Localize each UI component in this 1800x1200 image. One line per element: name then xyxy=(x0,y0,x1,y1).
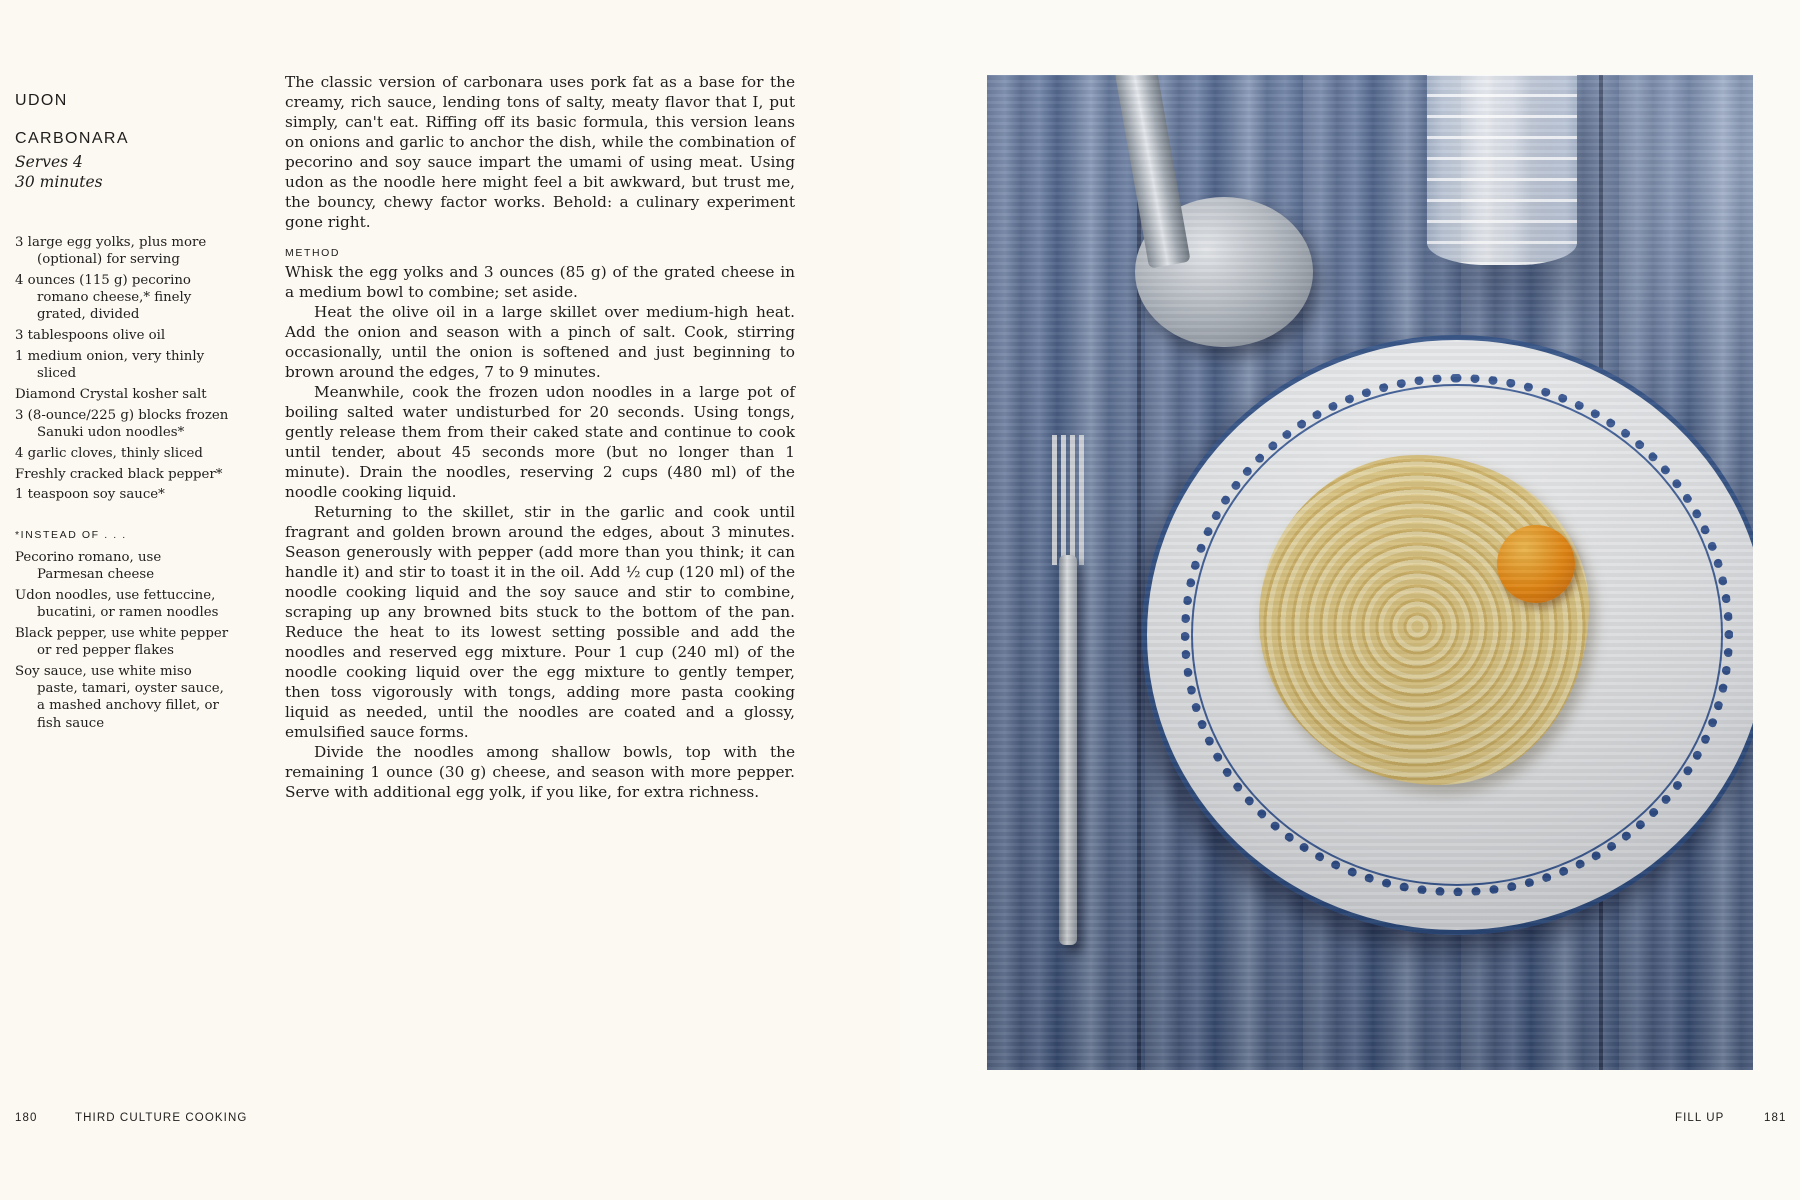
left-page-number: 180 xyxy=(15,1112,38,1124)
ingredient-item: 3 tablespoons olive oil xyxy=(15,328,166,344)
ingredient-item: Freshly cracked black pepper* xyxy=(15,466,223,482)
method-paragraph: Returning to the skillet, stir in the garlic and cook until fragrant and golden brown around the edges, about 3 minutes. Season generously with pepper (add more than you think; it can handle it) and stir to toast it in the oil. Add ½ cup (120 ml) of the noodle cooking liquid and the soy sauce and stir to combine, scraping up any browned bits stuck to the bottom of the pan. Reduce the heat to its lowest setting possible and add the noodles and reserved egg mixture. Pour 1 cup (240 ml) of the noodle cooking liquid over the egg mixture to gently temper, then toss vigorously with tongs, adding more pasta cooking liquid as needed, until the noodles are coated and a glossy, emulsified sauce forms. xyxy=(285,503,795,741)
left-running-head: THIRD CULTURE COOKING xyxy=(75,1112,248,1124)
ingredient-item: 4 garlic cloves, thinly sliced xyxy=(15,445,203,461)
instead-of-heading: *INSTEAD OF . . . xyxy=(15,529,127,541)
salt-shaker-stem xyxy=(1115,75,1191,269)
recipe-title-line-2: CARBONARA xyxy=(15,130,129,147)
substitute-list xyxy=(15,549,230,735)
substitute-item: Udon noodles, use fettuccine, bucatini, or ramen noodles xyxy=(15,588,219,621)
method-paragraph: Divide the noodles among shallow bowls, top with the remaining 1 ounce (30 g) cheese, and season with more pepper. Serve with additional egg yolk, if you like, for extra richness. xyxy=(285,743,795,801)
ingredient-item: 4 ounces (115 g) pecorino romano cheese,* finely grated, divided xyxy=(15,273,192,323)
method-steps xyxy=(285,262,795,802)
ingredient-item: 1 medium onion, very thinly sliced xyxy=(15,349,205,382)
ingredient-item: 3 (8-ounce/225 g) blocks frozen Sanuki udon noodles* xyxy=(15,407,229,440)
recipe-intro: The classic version of carbonara uses pork fat as a base for the creamy, rich sauce, lending tons of salty, meaty flavor that I, put simply, can't eat. Riffing off its basic formula, this version leans on onions and garlic to anchor the dish, while the combination of pecorino and soy sauce impart the umami of using meat. Using udon as the noodle here might feel a bit awkward, but trust me, the bouncy, chewy factor works. Behold: a culinary experiment gone right. xyxy=(285,73,795,231)
fork-tines xyxy=(1052,435,1084,565)
egg-yolk xyxy=(1497,525,1575,603)
fork-handle xyxy=(1059,555,1077,945)
ingredient-item: Diamond Crystal kosher salt xyxy=(15,387,207,402)
ingredient-item: 3 large egg yolks, plus more (optional) for serving xyxy=(15,235,207,268)
method-heading: METHOD xyxy=(285,247,341,259)
method-paragraph: Heat the olive oil in a large skillet over medium-high heat. Add the onion and season with a pinch of salt. Cook, stirring occasionally, until the onion is softened and just beginning to brown around the edges, 7 to 9 minutes. xyxy=(285,303,795,381)
method-paragraph: Meanwhile, cook the frozen udon noodles in a large pot of boiling salted water undisturbed for 20 seconds. Using tongs, gently release them from their caked state and continue to cook until tender, about 45 seconds more (but no longer than 1 minute). Drain the noodles, reserving 2 cups (480 ml) of the noodle cooking liquid. xyxy=(285,383,795,501)
ingredient-item: 1 teaspoon soy sauce* xyxy=(15,487,165,503)
method-paragraph: Whisk the egg yolks and 3 ounces (85 g) of the grated cheese in a medium bowl to combine; set aside. xyxy=(285,263,795,301)
recipe-title-line-1: UDON xyxy=(15,92,68,109)
serves-text: Serves 4 xyxy=(15,153,83,171)
plate-of-udon-carbonara-photo xyxy=(987,75,1753,1070)
time-text: 30 minutes xyxy=(15,173,103,191)
substitute-item: Pecorino romano, use Parmesan cheese xyxy=(15,550,162,583)
right-page xyxy=(900,0,1800,1200)
tablecloth-fold xyxy=(1137,75,1141,1070)
substitute-item: Soy sauce, use white miso paste, tamari, oyster sauce, a mashed anchovy fillet, or fish sauce xyxy=(15,664,224,731)
right-page-number: 181 xyxy=(1764,1112,1787,1124)
ingredient-list xyxy=(15,234,230,507)
recipe-yield xyxy=(15,152,103,192)
right-running-head: FILL UP xyxy=(1675,1112,1725,1124)
drinking-glass xyxy=(1427,75,1577,265)
substitute-item: Black pepper, use white pepper or red pepper flakes xyxy=(15,626,229,659)
